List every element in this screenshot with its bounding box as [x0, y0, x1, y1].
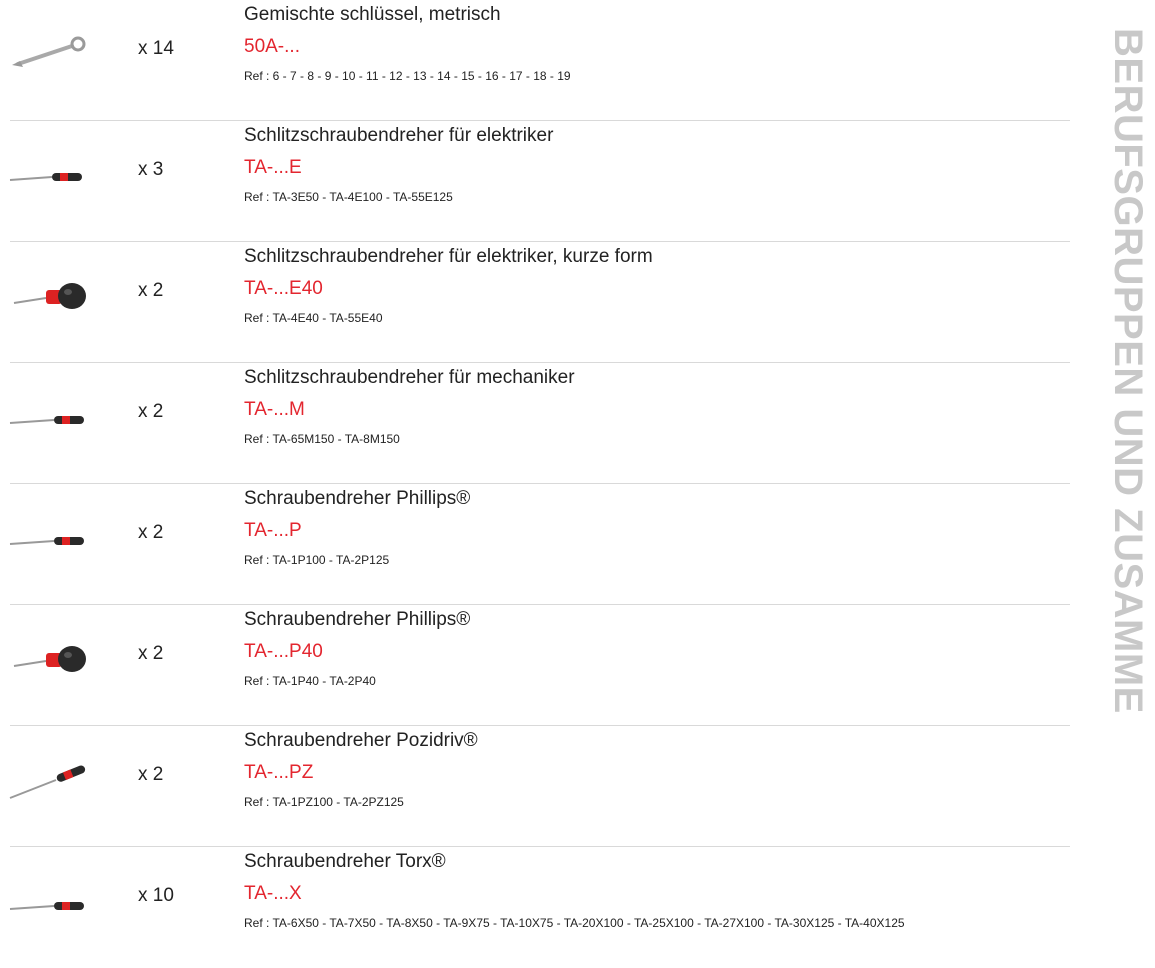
- item-ref: Ref : TA-1P100 - TA-2P125: [244, 553, 390, 567]
- item-code: 50A-...: [244, 36, 300, 57]
- item-code: TA-...PZ: [244, 762, 314, 783]
- item-code: TA-...P: [244, 520, 302, 541]
- quantity: x 2: [138, 643, 164, 664]
- angled-screwdriver-icon: [10, 760, 90, 800]
- side-title-text: BERUFSGRUPPEN UND ZUSAMME: [1106, 28, 1150, 714]
- list-item: [10, 605, 1070, 726]
- item-title: Schlitzschraubendreher für elektriker: [244, 125, 554, 146]
- screwdriver-icon: [10, 518, 90, 558]
- item-title: Schraubendreher Pozidriv®: [244, 730, 478, 751]
- screwdriver-icon: [10, 155, 90, 195]
- quantity: x 2: [138, 764, 164, 785]
- quantity: x 3: [138, 159, 164, 180]
- item-ref: Ref : TA-4E40 - TA-55E40: [244, 311, 383, 325]
- item-code: TA-...X: [244, 883, 302, 904]
- item-ref: Ref : TA-3E50 - TA-4E100 - TA-55E125: [244, 190, 453, 204]
- stubby-screwdriver-icon: [10, 639, 90, 679]
- list-item: [10, 726, 1070, 847]
- item-code: TA-...E40: [244, 278, 323, 299]
- quantity: x 14: [138, 38, 174, 59]
- list-item: [10, 484, 1070, 605]
- item-ref: Ref : 6 - 7 - 8 - 9 - 10 - 11 - 12 - 13 - 14 - 15 - 16 - 17 - 18 - 19: [244, 69, 571, 83]
- item-title: Schlitzschraubendreher für elektriker, kurze form: [244, 246, 653, 267]
- section-side-title: [1106, 0, 1155, 936]
- item-ref: Ref : TA-6X50 - TA-7X50 - TA-8X50 - TA-9X75 - TA-10X75 - TA-20X100 - TA-25X100 - TA-27X100 - TA-30X125 - TA-40X125: [244, 916, 905, 930]
- item-title: Gemischte schlüssel, metrisch: [244, 4, 501, 25]
- item-title: Schraubendreher Torx®: [244, 851, 446, 872]
- item-code: TA-...P40: [244, 641, 323, 662]
- item-title: Schraubendreher Phillips®: [244, 488, 471, 509]
- item-ref: Ref : TA-1P40 - TA-2P40: [244, 674, 376, 688]
- screwdriver-icon: [10, 881, 90, 921]
- list-item: [10, 121, 1070, 242]
- list-item: [10, 363, 1070, 484]
- quantity: x 2: [138, 401, 164, 422]
- list-item: [10, 0, 1070, 121]
- screwdriver-icon: [10, 397, 90, 437]
- stubby-screwdriver-icon: [10, 276, 90, 316]
- item-code: TA-...M: [244, 399, 305, 420]
- list-item: [10, 847, 1070, 968]
- quantity: x 10: [138, 885, 174, 906]
- item-code: TA-...E: [244, 157, 302, 178]
- item-ref: Ref : TA-1PZ100 - TA-2PZ125: [244, 795, 404, 809]
- wrench-icon: [10, 34, 90, 74]
- item-ref: Ref : TA-65M150 - TA-8M150: [244, 432, 400, 446]
- quantity: x 2: [138, 280, 164, 301]
- list-item: [10, 242, 1070, 363]
- quantity: x 2: [138, 522, 164, 543]
- item-title: Schraubendreher Phillips®: [244, 609, 471, 630]
- item-title: Schlitzschraubendreher für mechaniker: [244, 367, 575, 388]
